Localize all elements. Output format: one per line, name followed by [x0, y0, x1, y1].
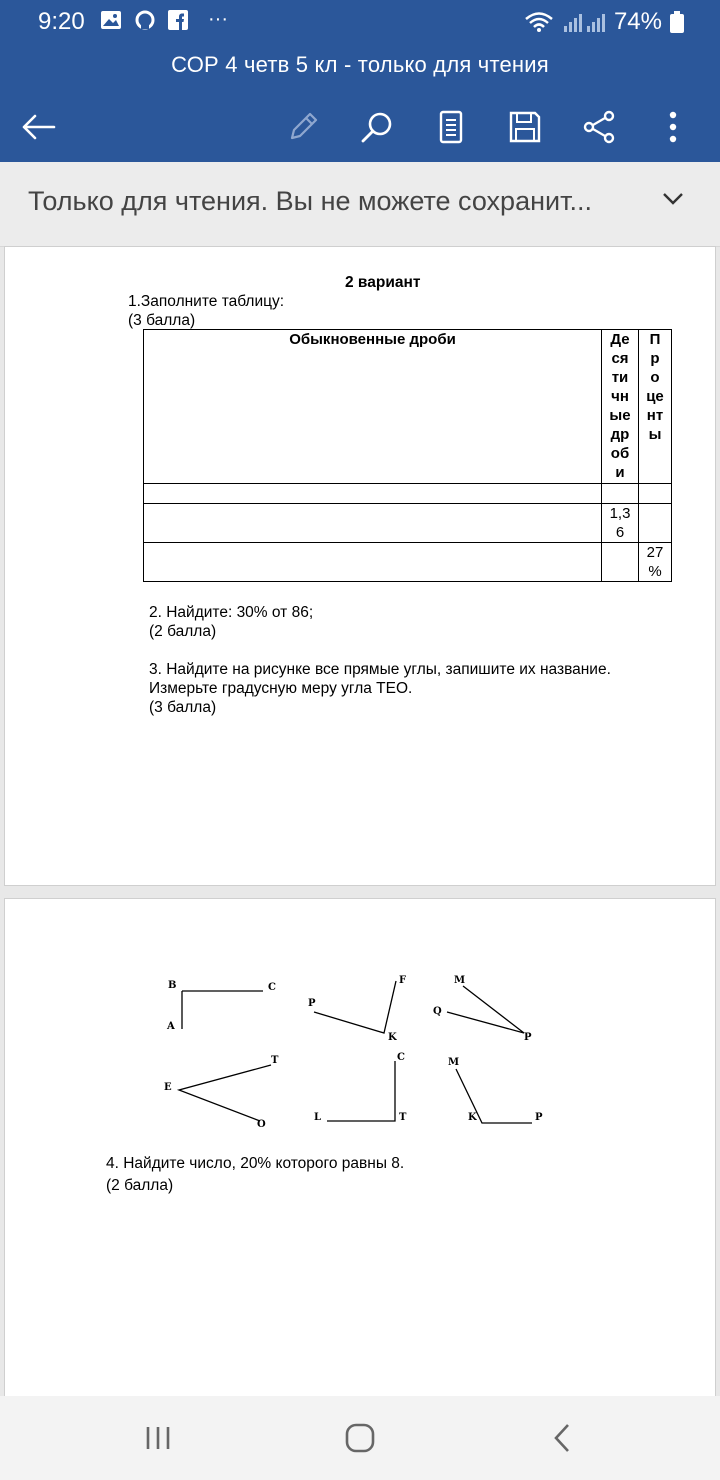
reading-view-icon [438, 110, 464, 144]
variant-heading: 2 вариант [345, 274, 421, 291]
label-f: F [399, 975, 407, 986]
table-cell [144, 543, 602, 582]
search-icon [360, 110, 394, 144]
task3-points: (3 балла) [149, 699, 217, 716]
share-button[interactable] [574, 102, 624, 152]
task1-text: 1.Заполните таблицу: [128, 293, 285, 310]
table-cell [602, 543, 639, 582]
home-icon [344, 1422, 376, 1454]
percent-value-cell: 27 % [639, 543, 672, 582]
gallery-icon [100, 10, 122, 30]
fractions-table [143, 329, 672, 582]
document-title: СОР 4 четв 5 кл - только для чтения [171, 52, 549, 77]
save-icon [508, 110, 542, 144]
more-notifications: ··· [208, 8, 228, 30]
label-c2: C [397, 1052, 405, 1063]
label-t: T [271, 1055, 279, 1066]
reading-view-button[interactable] [426, 102, 476, 152]
label-m: M [454, 975, 466, 986]
save-button[interactable] [500, 102, 550, 152]
table-cell [602, 484, 639, 504]
read-only-message: Только для чтения. Вы не можете сохранит... [28, 186, 592, 216]
status-bar [0, 0, 720, 44]
recent-apps-button[interactable] [138, 1418, 178, 1458]
back-button[interactable] [14, 102, 64, 152]
header-decimal-fractions: Де ся ти чн ые др об и [602, 330, 639, 484]
task4-points: (2 балла) [106, 1177, 174, 1194]
task3-line1: 3. Найдите на рисунке все прямые углы, запишите их название. [149, 661, 611, 678]
table-cell [144, 504, 602, 543]
label-k: K [388, 1032, 397, 1043]
task3-line2: Измерьте градусную меру угла ТЕО. [149, 680, 413, 697]
toolbar [0, 102, 720, 152]
task1-points: (3 балла) [128, 312, 196, 329]
table-cell [639, 504, 672, 543]
angle-mpq [447, 986, 524, 1033]
header-percents: П р о це нт ы [639, 330, 672, 484]
recent-apps-icon [143, 1424, 173, 1452]
table-cell [144, 484, 602, 504]
back-icon [552, 1423, 572, 1453]
wifi-icon [524, 11, 554, 33]
app-bar [0, 44, 720, 162]
edit-button[interactable] [278, 102, 328, 152]
angles-figure [5, 899, 715, 1159]
back-arrow-icon [22, 114, 56, 140]
angle-teo [179, 1065, 271, 1121]
label-k2: K [468, 1112, 477, 1123]
document-page-1 [4, 246, 716, 886]
label-e: E [164, 1082, 172, 1093]
sync-icon [134, 9, 156, 31]
battery-icon [670, 11, 684, 33]
clock: 9:20 [38, 8, 85, 35]
table-cell [639, 484, 672, 504]
battery-percent: 74% [613, 8, 662, 35]
label-t2: T [399, 1112, 407, 1123]
home-button[interactable] [340, 1418, 380, 1458]
task2-text: 2. Найдите: 30% от 86; [149, 604, 314, 621]
task2-points: (2 балла) [149, 623, 217, 640]
label-p: P [308, 998, 316, 1009]
system-nav-bar [0, 1396, 720, 1480]
search-button[interactable] [352, 102, 402, 152]
signal-icon [562, 11, 606, 33]
label-b: B [168, 980, 177, 991]
task4-text: 4. Найдите число, 20% которого равны 8. [106, 1155, 405, 1172]
label-o: O [257, 1119, 266, 1130]
header-common-fractions: Обыкновенные дроби [144, 330, 602, 484]
angle-fkp [314, 981, 396, 1033]
back-nav-button[interactable] [542, 1418, 582, 1458]
label-p2: P [524, 1032, 532, 1043]
share-icon [582, 110, 616, 144]
label-a: A [167, 1021, 175, 1032]
label-q: Q [433, 1006, 442, 1017]
chevron-down-icon[interactable] [662, 192, 684, 206]
more-vertical-icon [668, 110, 678, 144]
decimal-value-cell: 1,3 6 [602, 504, 639, 543]
document-page-2 [4, 898, 716, 1398]
label-l: L [314, 1112, 322, 1123]
more-options-button[interactable] [648, 102, 698, 152]
facebook-icon [168, 10, 188, 30]
angle-ctl [327, 1061, 395, 1121]
label-p3: P [535, 1112, 543, 1123]
label-c: C [268, 982, 276, 993]
pencil-icon [286, 110, 320, 144]
read-only-banner[interactable] [0, 162, 720, 247]
label-m2: M [448, 1057, 460, 1068]
angle-abc [182, 991, 263, 1029]
